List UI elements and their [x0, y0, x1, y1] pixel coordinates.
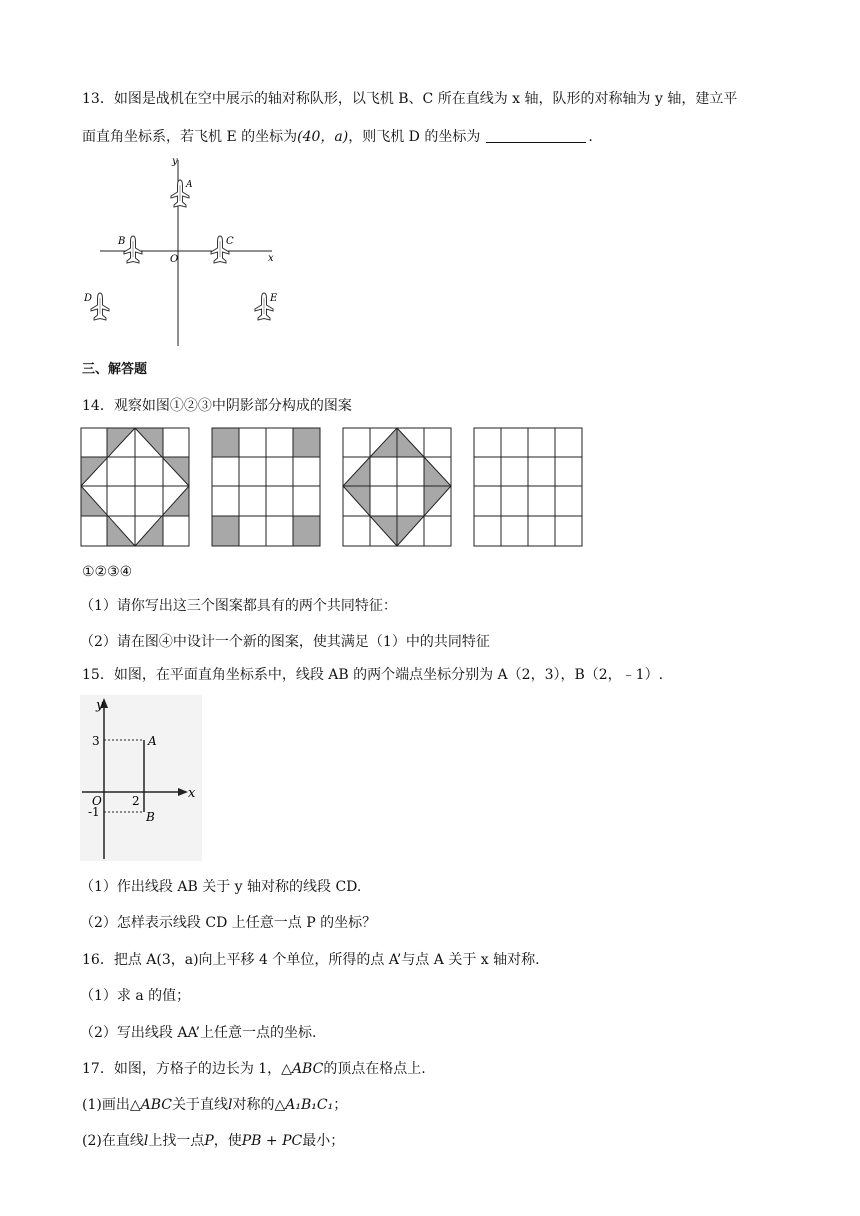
q13-line2-b: ，则飞机 D 的坐标为	[348, 129, 481, 145]
q13-line2-a: 面直角坐标系，若飞机 E 的坐标为	[82, 129, 298, 145]
q13-figure	[80, 150, 290, 350]
pattern-grid-1	[80, 427, 192, 549]
q17-part1-b: 关于直线	[171, 1097, 228, 1113]
q17-part1-a: (1)画出	[82, 1097, 130, 1113]
q13-line1: 13．如图是战机在空中展示的轴对称队形，以飞机 B、C 所在直线为 x 轴，队形的对称轴为 y 轴，建立平	[82, 91, 738, 107]
q13-y-label: y	[172, 156, 178, 167]
q17-part2-math2: P	[204, 1133, 214, 1149]
plane-c-label: C	[226, 236, 234, 247]
q15-y-label: y	[96, 698, 104, 713]
q13-x-label: x	[268, 253, 274, 264]
q17-stem-b: 的顶点在格点上.	[323, 1061, 426, 1077]
q17-part1-math1: △ABC	[129, 1097, 172, 1113]
q15-figure	[80, 695, 202, 861]
q17-stem-math: △ABC	[281, 1061, 324, 1077]
q13-line2-end: .	[588, 129, 593, 145]
plane-d-label: D	[84, 293, 93, 304]
q15-x-label: x	[188, 786, 196, 801]
plane-e-label: E	[270, 293, 278, 304]
q16-stem: 16．把点 A(3，a)向上平移 4 个单位，所得的点 A’与点 A 关于 x 轴对称.	[82, 952, 540, 968]
q17-part2-math1: l	[143, 1133, 149, 1149]
q15-point-b: B	[146, 810, 155, 824]
q17-stem-a: 17．如图，方格子的边长为 1，	[82, 1061, 282, 1077]
pattern-grid-3	[342, 427, 454, 549]
q17-part1-end: ；	[333, 1097, 348, 1113]
q15-stem: 15．如图，在平面直角坐标系中，线段 AB 的两个端点坐标分别为 A（2，3），B（2，﹣1）.	[82, 667, 664, 683]
q17-part1	[82, 1095, 347, 1115]
q15-part1: （1）作出线段 AB 关于 y 轴对称的线段 CD.	[80, 879, 362, 895]
q17-part2-c: ，使	[213, 1133, 242, 1149]
answer-blank[interactable]	[486, 128, 586, 143]
q17-part2-d: 最小；	[302, 1133, 345, 1149]
q17-stem	[82, 1059, 426, 1079]
q14-stem: 14．观察如图①②③中阴影部分构成的图案	[82, 398, 352, 414]
q14-part2: （2）请在图④中设计一个新的图案，使其满足（1）中的共同特征	[80, 634, 490, 650]
q13-origin-label: O	[170, 254, 179, 265]
q17-part2	[82, 1131, 344, 1151]
q16-part1: （1）求 a 的值；	[80, 988, 191, 1004]
q17-part1-c: 对称的	[232, 1097, 275, 1113]
plane-a-label: A	[186, 180, 193, 190]
q15-part2: （2）怎样表示线段 CD 上任意一点 P 的坐标？	[80, 915, 377, 931]
pattern-grid-2	[211, 427, 323, 549]
plane-b-icon	[124, 236, 142, 263]
plane-b-label: B	[118, 236, 126, 247]
q15-tick-3: 3	[92, 734, 100, 748]
q14-captions: ①②③④	[82, 564, 133, 580]
plane-d-icon	[91, 293, 109, 320]
q17-part1-math3: △A₁B₁C₁	[274, 1097, 334, 1113]
q17-part2-b: 上找一点	[148, 1133, 205, 1149]
pattern-grid-4-blank[interactable]	[473, 427, 585, 549]
q15-origin-label: O	[92, 794, 102, 808]
q15-point-a: A	[148, 734, 157, 748]
q17-part2-math3: PB + PC	[241, 1133, 303, 1149]
q14-part1: （1）请你写出这三个图案都具有的两个共同特征：	[80, 598, 397, 614]
q17-part1-math2: l	[227, 1097, 233, 1113]
q17-part2-a: (2)在直线	[82, 1133, 144, 1149]
q13-line2-math: (40，a)	[297, 129, 349, 145]
q15-tick-neg1: -1	[88, 805, 100, 819]
q16-part2: （2）写出线段 AA’上任意一点的坐标.	[80, 1025, 317, 1041]
section-title: 三、解答题	[82, 362, 148, 377]
q15-tick-2: 2	[132, 794, 140, 808]
q13-line2	[82, 127, 593, 147]
